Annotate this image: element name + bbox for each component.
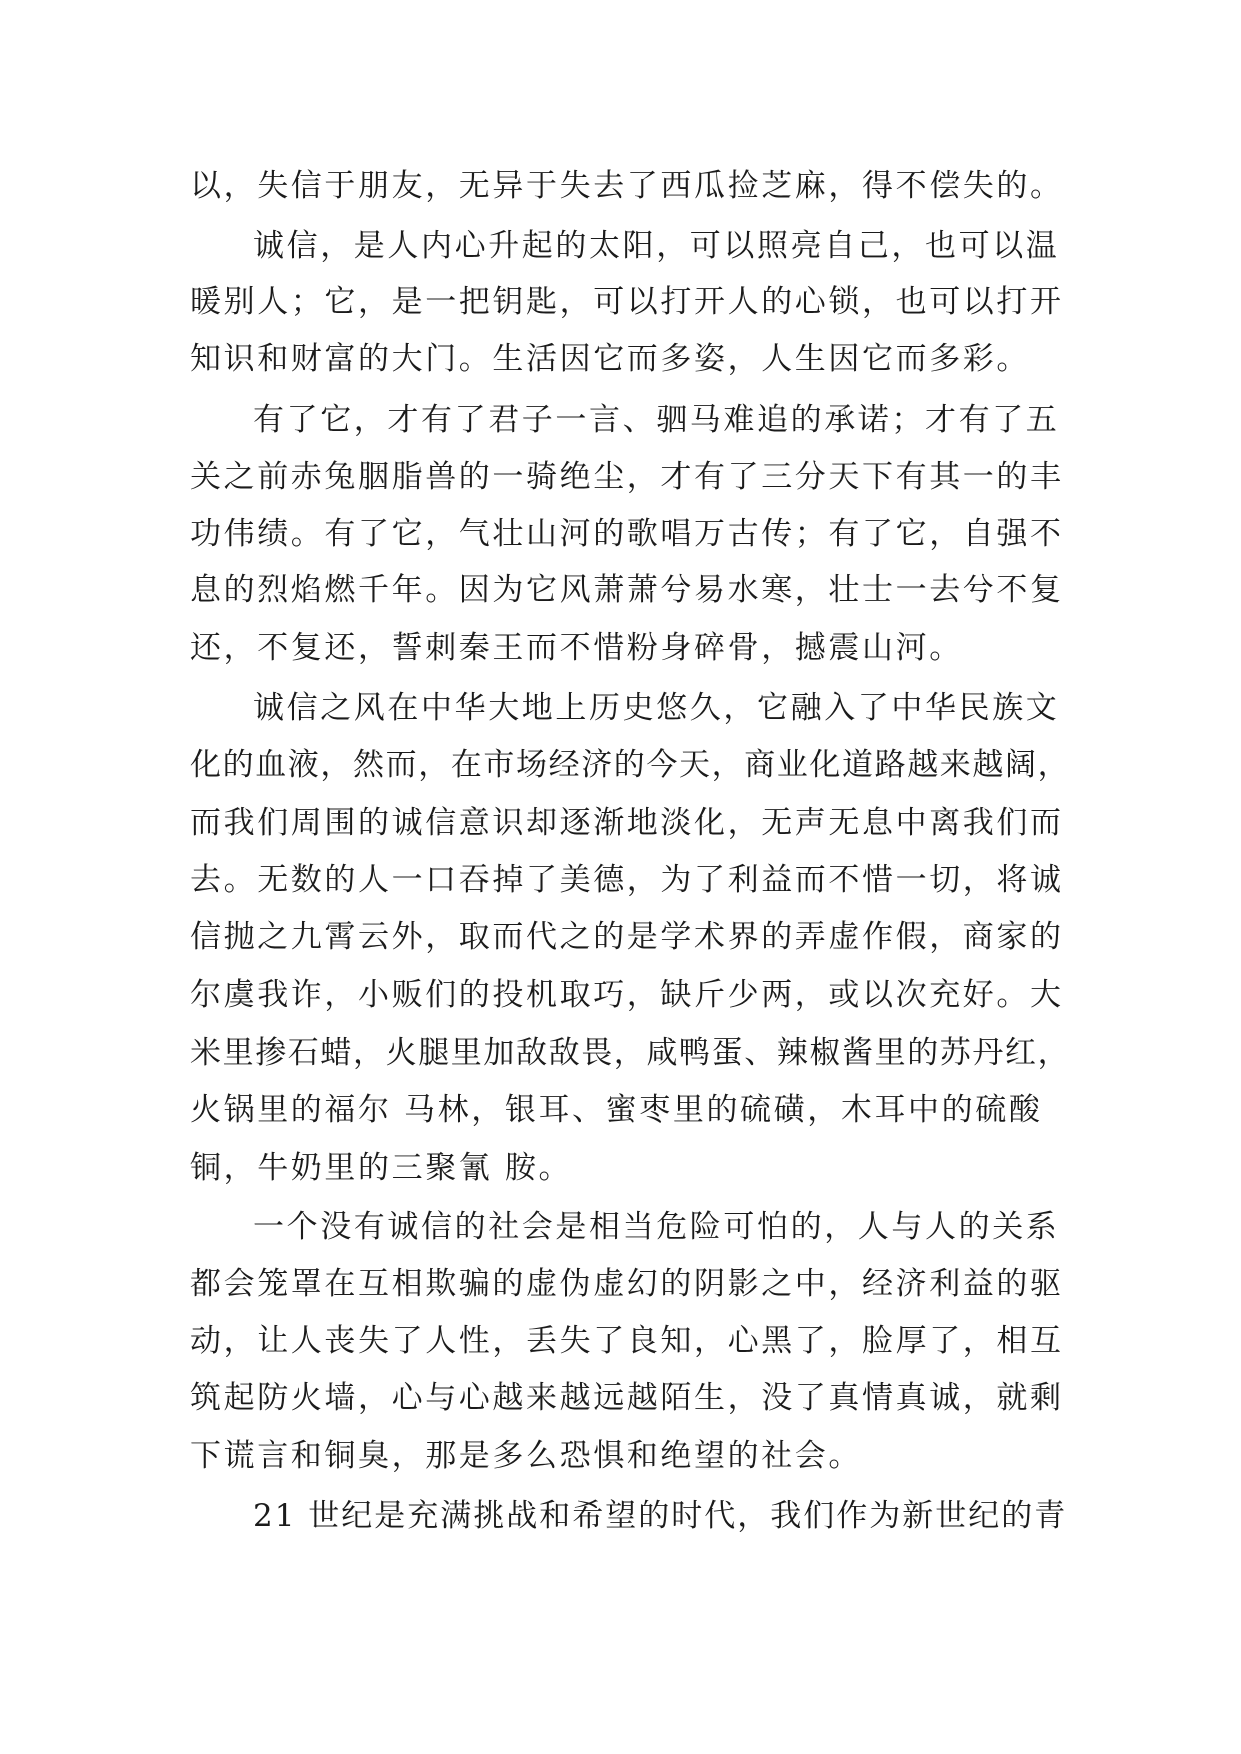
text-line: 米里掺石蜡，火腿里加敌敌畏，咸鸭蛋、辣椒酱里的苏丹红， <box>190 1035 1071 1071</box>
text-line: 去。无数的人一口吞掉了美德，为了利益而不惜一切，将诚 <box>190 862 1064 898</box>
text-line: 尔虞我诈，小贩们的投机取巧，缺斤少两，或以次充好。大 <box>190 977 1064 1013</box>
text-line: 动，让人丧失了人性，丢失了良知，心黑了，脸厚了，相互 <box>190 1323 1064 1359</box>
text-line: 知识和财富的大门。生活因它而多姿，人生因它而多彩。 <box>190 341 1030 377</box>
text-line: 息的烈焰燃千年。因为它风萧萧兮易水寒，壮士一去兮不复 <box>190 572 1064 608</box>
paragraph-first-line: 有了它，才有了君子一言、驷马难追的承诺；才有了五 <box>253 402 1060 438</box>
text-line: 还，不复还，誓刺秦王而不惜粉身碎骨，撼震山河。 <box>190 630 963 666</box>
text-line: 关之前赤兔胭脂兽的一骑绝尘，才有了三分天下有其一的丰 <box>190 459 1064 495</box>
text-line: 功伟绩。有了它，气壮山河的歌唱万古传；有了它，自强不 <box>190 516 1064 552</box>
text-line: 化的血液，然而，在市场经济的今天，商业化道路越来越阔， <box>190 747 1071 783</box>
paragraph-first-line: 诚信，是人内心升起的太阳，可以照亮自己，也可以温 <box>253 228 1060 264</box>
paragraph-first-line: 诚信之风在中华大地上历史悠久，它融入了中华民族文 <box>253 690 1060 726</box>
text-line: 都会笼罩在互相欺骗的虚伪虚幻的阴影之中，经济利益的驱 <box>190 1266 1064 1302</box>
text-line: 筑起防火墙，心与心越来越远越陌生，没了真情真诚，就剩 <box>190 1380 1064 1416</box>
text-line: 铜，牛奶里的三聚氰 胺。 <box>190 1150 573 1186</box>
text-line: 火锅里的福尔 马林，银耳、蜜枣里的硫磺，木耳中的硫酸 <box>190 1092 1043 1128</box>
text-line: 暖别人；它，是一把钥匙，可以打开人的心锁，也可以打开 <box>190 284 1064 320</box>
text-line: 信抛之九霄云外，取而代之的是学术界的弄虚作假，商家的 <box>190 919 1064 955</box>
text-line: 以，失信于朋友，无异于失去了西瓜捡芝麻，得不偿失的。 <box>190 168 1064 204</box>
paragraph-first-line: 21 世纪是充满挑战和希望的时代，我们作为新世纪的青 <box>253 1498 1068 1534</box>
text-line: 而我们周围的诚信意识却逐渐地淡化，无声无息中离我们而 <box>190 805 1064 841</box>
paragraph-first-line: 一个没有诚信的社会是相当危险可怕的，人与人的关系 <box>253 1209 1060 1245</box>
text-line: 下谎言和铜臭，那是多么恐惧和绝望的社会。 <box>190 1438 862 1474</box>
